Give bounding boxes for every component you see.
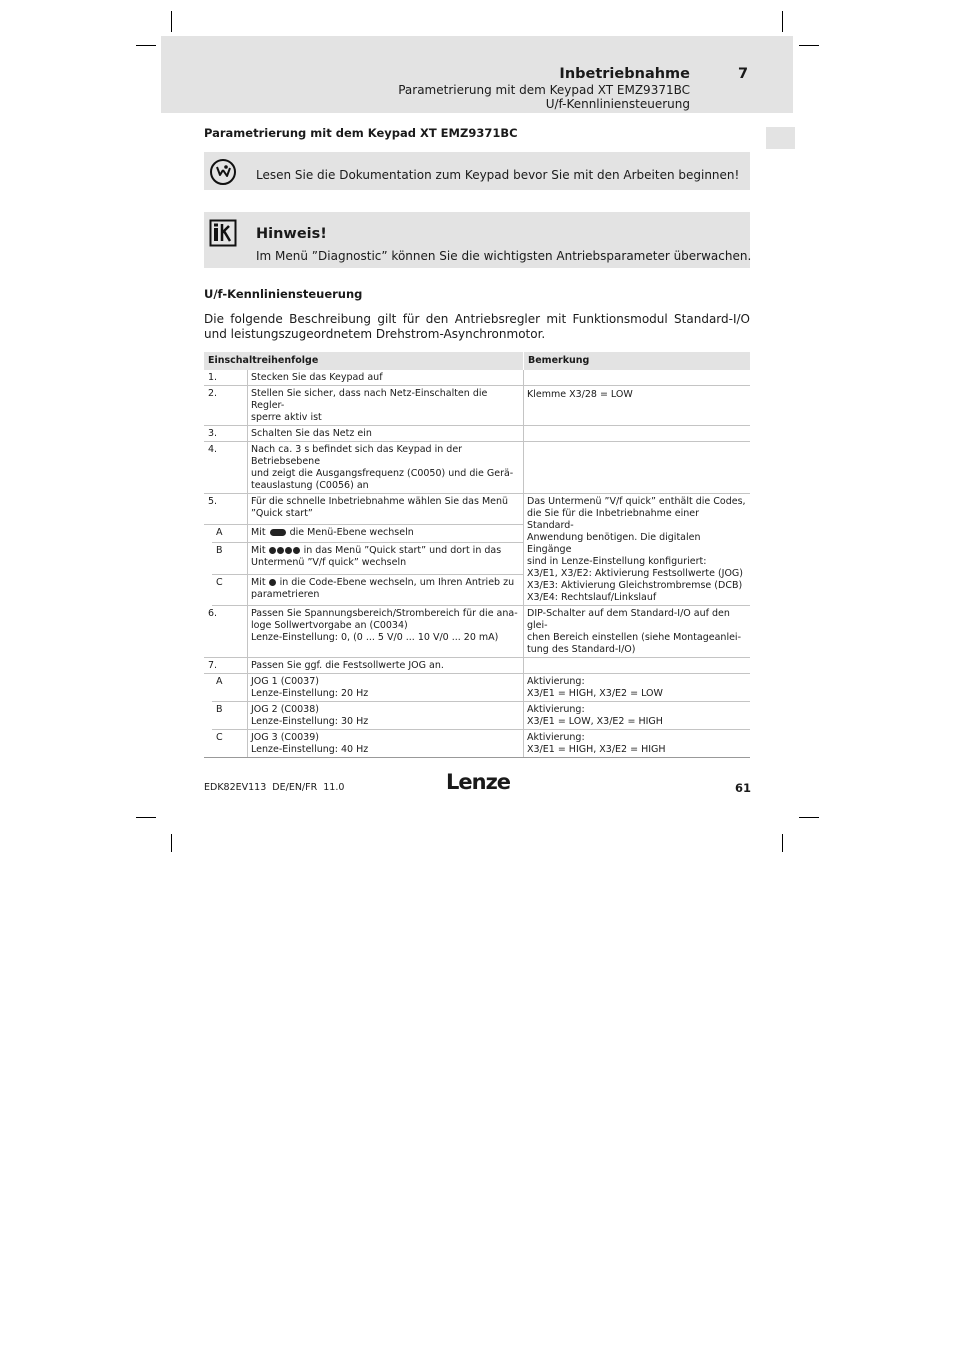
header-subtitle: Parametrierung mit dem Keypad XT EMZ9371BC	[398, 83, 690, 97]
table-row: B JOG 2 (C0038) Lenze-Einstellung: 30 Hz Aktivierung: X3/E1 = LOW, X3/E2 = HIGH	[204, 702, 750, 730]
table-row: 4. Nach ca. 3 s befindet sich das Keypad in der Betriebsebene und zeigt die Ausgangsfrequenz (C0050) und die Gerä- teauslastung (C0056) an	[204, 442, 750, 494]
table-row: A JOG 1 (C0037) Lenze-Einstellung: 20 Hz Aktivierung: X3/E1 = HIGH, X3/E2 = LOW	[204, 674, 750, 702]
navigation-keys-icon	[269, 545, 301, 556]
crop-mark	[171, 11, 172, 32]
right-arrow-key-icon	[269, 579, 276, 586]
read-docs-text: Lesen Sie die Dokumentation zum Keypad bevor Sie mit den Arbeiten beginnen!	[256, 168, 740, 182]
column-header-remark: Bemerkung	[524, 352, 751, 370]
lenze-logo: Lenze	[446, 770, 511, 794]
hint-text: Im Menü ”Diagnostic” können Sie die wichtigsten Antriebsparameter überwachen.	[256, 249, 752, 263]
crop-mark	[782, 11, 783, 32]
crop-mark	[136, 45, 156, 46]
column-header-sequence: Einschaltreihenfolge	[204, 352, 524, 370]
crop-mark	[782, 834, 783, 852]
remark-step-5: Das Untermenü ”V/f quick” enthält die Codes, die Sie für die Inbetriebnahme einer Standard- Anwendung benötigen. Die digitalen Eingänge sind in Lenze-Einstellung konfiguriert: X3/E1, X3/E2: Aktivierung Festsollwerte (JOG) X3/E3: Aktivierung Gleichstrombremse (DCB) X3/E4: Rechtslauf/Linkslauf	[524, 494, 751, 606]
table-row: 7. Passen Sie ggf. die Festsollwerte JOG an.	[204, 658, 750, 674]
header-subtitle: U/f-Kennliniensteuerung	[545, 97, 690, 111]
info-icon	[209, 219, 237, 247]
table-row: 2. Stellen Sie sicher, dass nach Netz-Einschalten die Regler- sperre aktiv ist Klemme X3/28 = LOW	[204, 386, 750, 426]
commissioning-table	[204, 352, 750, 758]
table-row: 5. Für die schnelle Inbetriebnahme wählen Sie das Menü ”Quick start” Das Untermenü ”V/f quick” enthält die Codes, die Sie für die Inbetriebnahme einer Standard- Anwendung benötigen. Die digitalen Eingänge sind in Lenze-Einstellung konfiguriert: X3/E1, X3/E2: Aktivierung Festsollwerte (JOG) X3/E3: Aktivierung Gleichstrombremse (DCB) X3/E4: Rechtslauf/Linkslauf	[204, 494, 750, 525]
hint-title: Hinweis!	[256, 226, 327, 242]
crop-mark	[136, 817, 156, 818]
section-title: Parametrierung mit dem Keypad XT EMZ9371BC	[204, 126, 518, 140]
table-row: C JOG 3 (C0039) Lenze-Einstellung: 40 Hz Aktivierung: X3/E1 = HIGH, X3/E2 = HIGH	[204, 730, 750, 758]
table-row: B Mit in das Menü ”Quick start” und dort in das Untermenü ”V/f quick” wechseln	[204, 543, 750, 574]
intro-paragraph: Die folgende Beschreibung gilt für den Antriebsregler mit Funktionsmodul Standard-I/O und leistungszugeordnetem Drehstrom-Asynchronmotor.	[204, 312, 750, 341]
subsection-title: U/f-Kennliniensteuerung	[204, 287, 363, 301]
table-row: A Mit die Menü-Ebene wechseln	[204, 525, 750, 543]
chapter-number: 7	[738, 66, 749, 82]
chapter-title: Inbetriebnahme	[559, 66, 690, 82]
crop-mark	[171, 834, 172, 852]
prg-key-icon	[270, 529, 286, 536]
table-row: C Mit in die Code-Ebene wechseln, um Ihren Antrieb zu parametrieren	[204, 574, 750, 605]
crop-mark	[799, 45, 819, 46]
table-row: 6. Passen Sie Spannungsbereich/Strombereich für die ana- loge Sollwertvorgabe an (C0034) Lenze-Einstellung: 0, (0 ... 5 V/0 ... 10 V/0 ... 20 mA) DIP-Schalter auf dem Standard-I/O auf den glei- chen Bereich einstellen (siehe Montageanlei- tung des Standard-I/O)	[204, 606, 750, 658]
table-row: 3. Schalten Sie das Netz ein	[204, 426, 750, 442]
page-number: 61	[735, 781, 752, 795]
document-id: EDK82EV113 DE/EN/FR 11.0	[204, 782, 345, 793]
read-documentation-icon	[209, 158, 237, 186]
table-row: 1. Stecken Sie das Keypad auf	[204, 370, 750, 386]
chapter-tab	[766, 127, 795, 149]
crop-mark	[799, 817, 819, 818]
